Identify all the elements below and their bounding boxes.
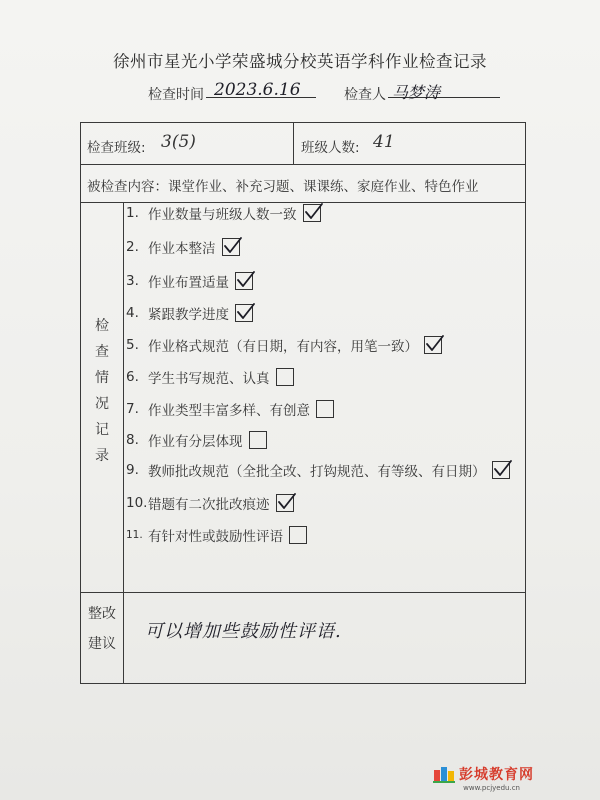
checklist-item bbox=[126, 303, 253, 323]
item-number: 8. bbox=[126, 432, 139, 448]
time-label: 检查时间 bbox=[148, 87, 204, 103]
checkbox bbox=[424, 336, 442, 354]
checklist-item bbox=[126, 271, 253, 291]
page-title: 徐州市星光小学荣盛城分校英语学科作业检查记录 bbox=[113, 52, 487, 71]
item-text: 教师批改规范（全批全改、打钩规范、有等级、有日期） bbox=[148, 464, 486, 480]
item-number: 2. bbox=[126, 239, 139, 255]
item-number: 9. bbox=[126, 462, 139, 478]
item-text: 紧跟教学进度 bbox=[148, 307, 229, 323]
col-divider bbox=[293, 123, 294, 164]
item-text: 作业格式规范（有日期，有内容，用笔一致） bbox=[148, 339, 418, 355]
item-number: 5. bbox=[126, 337, 139, 353]
item-text: 作业有分层体现 bbox=[148, 434, 243, 450]
checkbox bbox=[316, 400, 334, 418]
checkbox bbox=[235, 304, 253, 322]
checkbox bbox=[276, 494, 294, 512]
checkbox bbox=[276, 368, 294, 386]
checkbox bbox=[303, 204, 321, 222]
checklist-item bbox=[126, 525, 307, 545]
item-number: 1. bbox=[126, 205, 139, 221]
record-table bbox=[80, 122, 526, 684]
checklist-item bbox=[126, 203, 321, 223]
col-divider bbox=[123, 202, 124, 684]
checkbox bbox=[249, 431, 267, 449]
suggest-label: 整改 建议 bbox=[88, 606, 116, 652]
checklist-item bbox=[126, 367, 294, 387]
item-text: 作业布置适量 bbox=[148, 275, 229, 291]
time-value: 2023.6.16 bbox=[214, 80, 301, 100]
item-number: 4. bbox=[126, 305, 139, 321]
count-label: 班级人数: bbox=[301, 140, 360, 156]
item-number: 10. bbox=[126, 495, 148, 511]
checklist-item bbox=[126, 493, 294, 513]
row-divider bbox=[81, 164, 525, 165]
books-icon bbox=[433, 765, 455, 783]
watermark-name: 彭城教育网 bbox=[459, 767, 534, 783]
checklist-item bbox=[126, 430, 267, 450]
count-value: 41 bbox=[373, 132, 395, 152]
checklist-item bbox=[126, 399, 334, 419]
item-number: 7. bbox=[126, 401, 139, 417]
checklist-item bbox=[126, 237, 240, 257]
row-divider bbox=[81, 592, 525, 593]
item-number: 11. bbox=[126, 529, 143, 541]
suggest-text: 可以增加些鼓励性评语. bbox=[145, 621, 342, 642]
item-text: 作业数量与班级人数一致 bbox=[148, 207, 297, 223]
checklist-item bbox=[126, 335, 442, 355]
checkbox bbox=[492, 461, 510, 479]
inspector-label: 检查人 bbox=[344, 87, 386, 103]
item-number: 6. bbox=[126, 369, 139, 385]
class-label: 检查班级: bbox=[87, 140, 146, 156]
item-number: 3. bbox=[126, 273, 139, 289]
class-value: 3(5) bbox=[161, 132, 196, 152]
checkbox bbox=[289, 526, 307, 544]
checkbox bbox=[235, 272, 253, 290]
item-text: 错题有二次批改痕迹 bbox=[148, 497, 270, 513]
item-text: 作业类型丰富多样、有创意 bbox=[148, 403, 310, 419]
watermark-logo bbox=[433, 764, 534, 784]
item-text: 学生书写规范、认真 bbox=[148, 371, 270, 387]
checkbox bbox=[222, 238, 240, 256]
item-text: 作业本整洁 bbox=[148, 241, 216, 257]
contents-text: 被检查内容：课堂作业、补充习题、课课练、家庭作业、特色作业 bbox=[87, 179, 479, 195]
checklist-item bbox=[126, 460, 510, 480]
watermark-url: www.pcjyedu.cn bbox=[463, 784, 520, 792]
record-label: 检 查 情 况 记 录 bbox=[95, 318, 109, 464]
item-text: 有针对性或鼓励性评语 bbox=[148, 529, 283, 545]
inspector-signature: 马梦涛 bbox=[392, 83, 441, 102]
